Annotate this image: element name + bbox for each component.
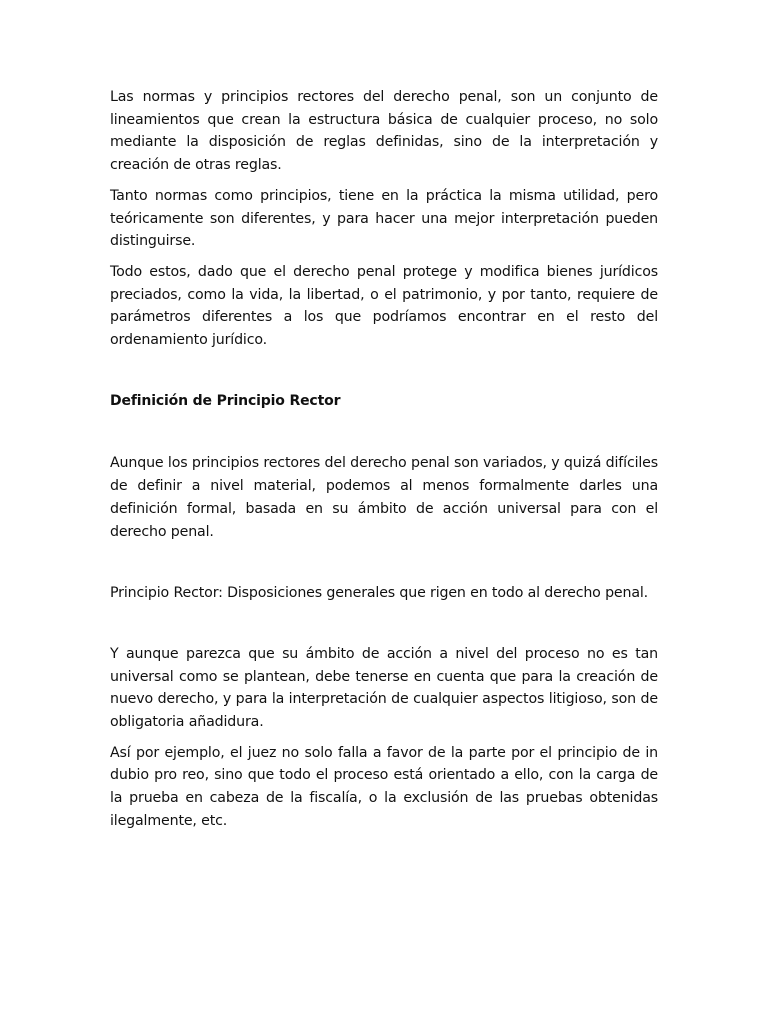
paragraph-definition-intro: Aunque los principios rectores del derecho penal son variados, y quizá difíciles de definir a nivel material, podemos al menos formalmente darles una definición formal, basada en su ámbito de acción universal para con el derecho penal. [110,455,658,540]
paragraph-closing-2: Así por ejemplo, el juez no solo falla a favor de la parte por el principio de in dubio pro reo, sino que todo el proceso está orientado a ello, con la carga de la prueba en cabeza de la fiscalía, o la exclusión de las pruebas obtenidas ilegalmente, etc. [110,744,658,829]
paragraph-intro-2: Tanto normas como principios, tiene en la práctica la misma utilidad, pero teóricamente son diferentes, y para hacer una mejor interpretación pueden distinguirse. [110,187,658,250]
section-heading: Definición de Principio Rector [110,392,341,409]
document-page [110,86,658,833]
paragraph-definition: Principio Rector: Disposiciones generales que rigen en todo al derecho penal. [110,585,649,602]
paragraph-closing-1: Y aunque parezca que su ámbito de acción a nivel del proceso no es tan universal como se plantean, debe tenerse en cuenta que para la creación de nuevo derecho, y para la interpretación de cualquier aspectos litigioso, son de obligatoria añadidura. [110,645,658,731]
paragraph-intro-1: Las normas y principios rectores del derecho penal, son un conjunto de lineamientos que crean la estructura básica de cualquier proceso, no solo mediante la disposición de reglas definidas, sino de la interpretación y creación de otras reglas. [110,89,658,174]
paragraph-intro-3: Todo estos, dado que el derecho penal protege y modifica bienes jurídicos preciados, como la vida, la libertad, o el patrimonio, y por tanto, requiere de parámetros diferentes a los que podríamos encontrar en el resto del ordenamiento jurídico. [110,263,658,349]
